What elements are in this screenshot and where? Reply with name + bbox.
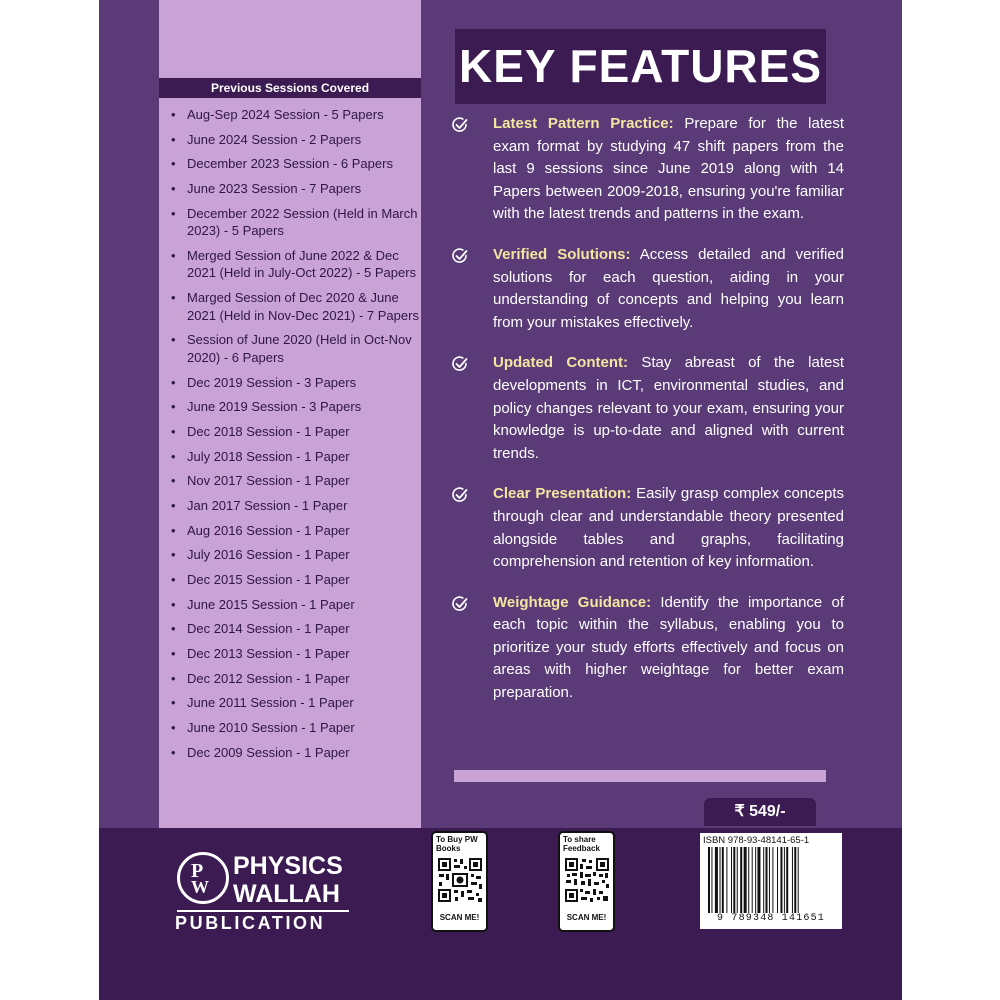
list-item: • June 2023 Session - 7 Papers [171,180,419,198]
qr-label: To share Feedback [563,835,600,853]
qr-code-icon [564,857,610,903]
qr-buy-books[interactable] [431,831,488,932]
list-item: • December 2023 Session - 6 Papers [171,155,419,173]
book-back-cover [99,0,902,1000]
sessions-panel [159,0,421,828]
svg-text:W: W [191,877,209,897]
list-item: • Dec 2014 Session - 1 Paper [171,620,419,638]
check-circle-icon [451,355,469,373]
pw-logo-icon [180,855,226,901]
barcode-digits: 9 789348 141651 [716,913,825,924]
feature-title: Clear Presentation: [493,485,632,503]
list-item: • Aug-Sep 2024 Session - 5 Papers [171,106,419,124]
qr-code-icon [437,857,483,903]
feature-title: Verified Solutions: [493,245,631,263]
svg-text:P: P [191,860,204,882]
feature-text: Identify the importance of each topic within the syllabus, enabling you to prioritize your study efforts effectively and focus on areas with higher weightage for better exam preparation. [493,593,844,702]
list-item: • Dec 2015 Session - 1 Paper [171,571,419,589]
feature-title: Latest Pattern Practice: [493,115,674,132]
isbn-label: ISBN 978-93-48141-65-1 [703,835,810,846]
list-item: • Nov 2017 Session - 1 Paper [171,472,419,490]
feature-item [449,113,844,226]
list-item: • June 2015 Session - 1 Paper [171,596,419,614]
brand-name-line1: PHYSICS [233,852,343,880]
footer [99,828,902,1000]
feature-title: Weightage Guidance: [493,593,652,611]
list-item: • Merged Session of June 2022 & Dec 2021 (Held in July-Oct 2022) - 5 Papers [171,247,419,282]
qr-label: To Buy PW Books [436,835,478,853]
feature-text: Stay abreast of the latest developments in ICT, environmental studies, and policy changes relevant to your exam, ensuring your knowledge is up-to-date and aligned with current trends. [493,354,844,462]
check-circle-icon [451,486,469,504]
key-features-title: KEY FEATURES [455,29,826,104]
list-item: • June 2010 Session - 1 Paper [171,719,419,737]
list-item: • July 2016 Session - 1 Paper [171,546,419,564]
feature-text: Easily grasp complex concepts through clear and understandable theory presented alongside tables and graphs, facilitating comprehension and retention of key information. [493,485,844,571]
list-item: • Dec 2012 Session - 1 Paper [171,670,419,688]
scan-me-label: SCAN ME! [566,913,607,922]
list-item: • Jan 2017 Session - 1 Paper [171,497,419,515]
list-item: • Dec 2013 Session - 1 Paper [171,645,419,663]
list-item: • December 2022 Session (Held in March 2023) - 5 Papers [171,205,419,240]
divider-bar [454,770,826,782]
feature-item [449,592,844,705]
check-circle-icon [451,116,469,134]
list-item: • Marged Session of Dec 2020 & June 2021 (Held in Nov-Dec 2021) - 7 Papers [171,289,419,324]
list-item: • Aug 2016 Session - 1 Paper [171,522,419,540]
feature-item [449,244,844,334]
feature-item [449,483,844,573]
check-circle-icon [451,247,469,265]
feature-title: Updated Content: [493,354,628,372]
brand-name-line2: WALLAH [233,880,340,908]
price-tag: ₹ 549/- [704,798,816,826]
isbn-barcode-box [700,833,842,929]
list-item: • July 2018 Session - 1 Paper [171,448,419,466]
list-item: • June 2024 Session - 2 Papers [171,131,419,149]
feature-text: Prepare for the latest exam format by studying 47 shift papers from the last 9 sessions since June 2019 along with 14 Papers between 2009-2018, ensuring you're familiar with the latest trends and patterns in the exam. [493,115,844,223]
check-circle-icon [451,595,469,613]
qr-share-feedback[interactable] [558,831,615,932]
key-features-list [449,113,844,723]
feature-text: Access detailed and verified solutions for each question, aiding in your understanding of concepts and helping you learn from your mistakes effectively. [493,245,845,331]
list-item: • Session of June 2020 (Held in Oct-Nov 2020) - 6 Papers [171,331,419,366]
feature-item [449,352,844,465]
list-item: • Dec 2009 Session - 1 Paper [171,744,419,762]
brand-publication: PUBLICATION [175,913,326,933]
pw-logo [177,852,229,904]
sessions-header: Previous Sessions Covered [159,78,421,98]
list-item: • June 2011 Session - 1 Paper [171,694,419,712]
barcode-icon [706,847,836,913]
list-item: • Dec 2019 Session - 3 Papers [171,374,419,392]
sessions-list [171,106,419,769]
list-item: • Dec 2018 Session - 1 Paper [171,423,419,441]
scan-me-label: SCAN ME! [439,913,480,922]
list-item: • June 2019 Session - 3 Papers [171,398,419,416]
